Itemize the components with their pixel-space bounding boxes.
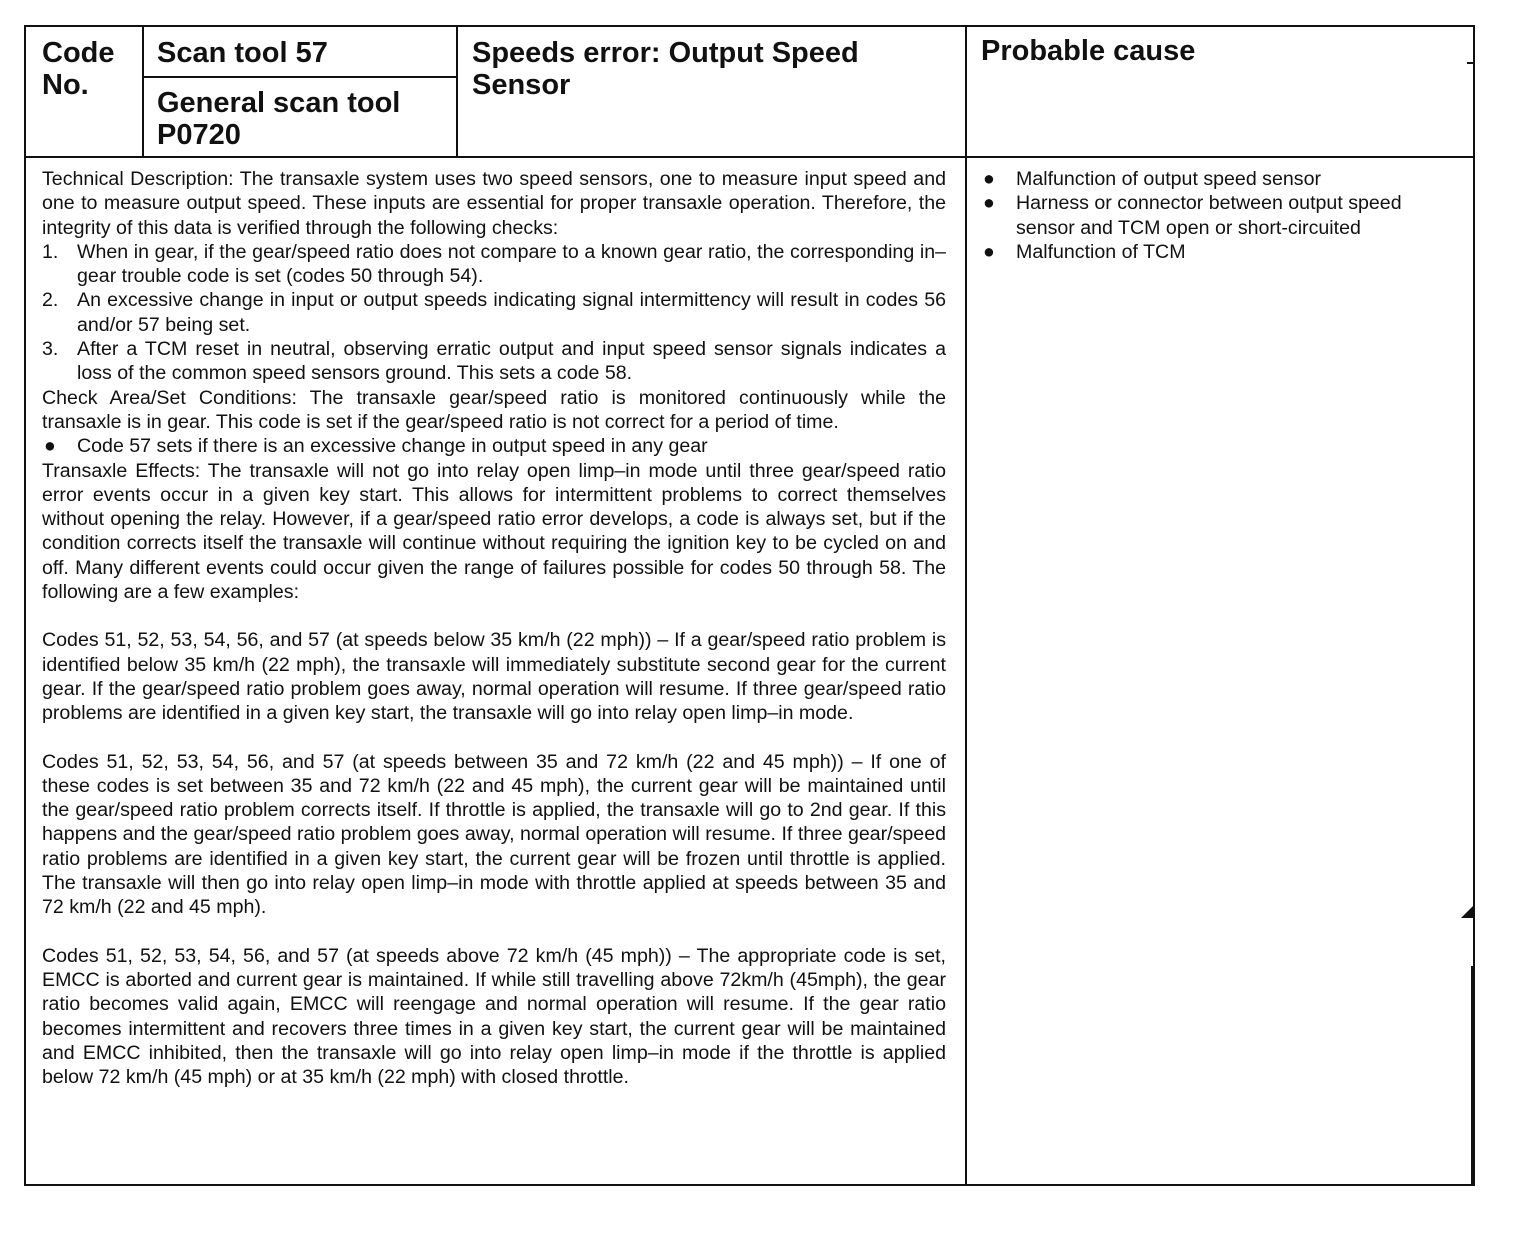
bullet-icon: ● <box>983 240 995 263</box>
description-cell <box>42 167 946 1089</box>
divider <box>26 156 1473 158</box>
list-item <box>981 191 1459 240</box>
cause-text: Malfunction of TCM <box>1016 240 1186 263</box>
bullet-icon: ● <box>983 192 995 215</box>
scan-tool-code: Scan tool 57 <box>157 37 328 69</box>
list-item <box>981 167 1459 191</box>
list-number: 1. <box>42 240 59 263</box>
list-number: 3. <box>42 338 59 361</box>
code-no-header: Code No. <box>42 37 115 101</box>
cause-text: Malfunction of output speed sensor <box>1016 168 1321 190</box>
scan-artifact <box>1467 62 1475 64</box>
list-text: An excessive change in input or output speeds indicating signal intermittency will result in codes 56 and/or 57 being set. <box>77 289 946 336</box>
paragraph-above-72: Codes 51, 52, 53, 54, 56, and 57 (at speeds above 72 km/h (45 mph)) – The appropriate code is set, EMCC is aborted and current gear is maintained. If while still travelling above 72km/h (45mph), the gear ratio becomes valid again, EMCC will reengage and normal operation will resume. If the gear ratio becomes intermittent and recovers three times in a given key start, the current gear will be maintained and EMCC inhibited, then the transaxle will go into relay open limp–in mode if the throttle is applied below 72 km/h (45 mph) or at 35 km/h (22 mph) with closed throttle. <box>42 944 946 1089</box>
paragraph-between-35-72: Codes 51, 52, 53, 54, 56, and 57 (at speeds between 35 and 72 km/h (22 and 45 mph)) – If one of these codes is set between 35 and 72 km/h (22 and 45 mph), the current gear will be maintained until the gear/speed ratio problem corrects itself. If throttle is applied, the transaxle will go to 2nd gear. If this happens and the gear/speed ratio problem goes away, normal operation will resume. If three gear/speed ratio problems are identified in a given key start, the current gear will be frozen until throttle is applied. The transaxle will then go into relay open limp–in mode with throttle applied at speeds between 35 and 72 km/h (22 and 45 mph). <box>42 750 946 919</box>
list-item <box>42 337 946 386</box>
page-title: Speeds error: Output Speed Sensor <box>472 37 859 101</box>
list-item <box>42 240 946 289</box>
list-text: After a TCM reset in neutral, observing erratic output and input speed sensor signals indicates a loss of the common speed sensors ground. This sets a code 58. <box>77 338 946 385</box>
list-item <box>42 434 946 458</box>
check-area-conditions: Check Area/Set Conditions: The transaxle gear/speed ratio is monitored continuously while the transaxle is in gear. This code is set if the gear/speed ratio is not correct for a period of time. <box>42 386 946 433</box>
probable-cause-cell <box>981 167 1459 264</box>
diagnostic-table <box>24 25 1475 1186</box>
divider <box>142 76 458 78</box>
list-item <box>42 288 946 337</box>
code-set-condition: Code 57 sets if there is an excessive change in output speed in any gear <box>77 435 708 458</box>
transaxle-effects: Transaxle Effects: The transaxle will not go into relay open limp–in mode until three gear/speed ratio error events occur in a given key start. This allows for intermittent problems to correct themselves without opening the relay. However, if a gear/speed ratio error develops, a code is always set, but if the condition corrects itself the transaxle will continue without requiring the ignition key to be cycled on and off. Many different events could occur given the range of failures possible for codes 50 through 58. The following are a few examples: <box>42 459 946 604</box>
list-number: 2. <box>42 289 59 312</box>
cause-list <box>981 167 1459 264</box>
bullet-icon: ● <box>983 168 995 190</box>
divider <box>142 27 144 156</box>
scan-artifact <box>1471 966 1473 1186</box>
bullet-icon: ● <box>44 435 56 458</box>
general-scan-tool-code: General scan tool P0720 <box>157 87 401 151</box>
cause-text: Harness or connector between output speed sensor and TCM open or short-circuited <box>1016 192 1402 239</box>
scan-artifact <box>1461 904 1475 918</box>
probable-cause-header: Probable cause <box>981 35 1196 67</box>
list-text: When in gear, if the gear/speed ratio does not compare to a known gear ratio, the corresponding in–gear trouble code is set (codes 50 through 54). <box>77 240 946 288</box>
divider <box>965 27 967 1184</box>
divider <box>456 27 458 156</box>
list-item <box>981 240 1459 264</box>
paragraph-below-35: Codes 51, 52, 53, 54, 56, and 57 (at speeds below 35 km/h (22 mph)) – If a gear/speed ratio problem is identified below 35 km/h (22 mph), the transaxle will immediately substitute second gear for the current gear. If the gear/speed ratio problem goes away, normal operation will resume. If three gear/speed ratio problems are identified in a given key start, the transaxle will go into relay open limp–in mode. <box>42 629 946 725</box>
technical-description: Technical Description: The transaxle system uses two speed sensors, one to measure input speed and one to measure output speed. These inputs are essential for proper transaxle operation. Therefore, the integrity of this data is verified through the following checks: <box>42 168 946 239</box>
check-list <box>42 240 946 386</box>
